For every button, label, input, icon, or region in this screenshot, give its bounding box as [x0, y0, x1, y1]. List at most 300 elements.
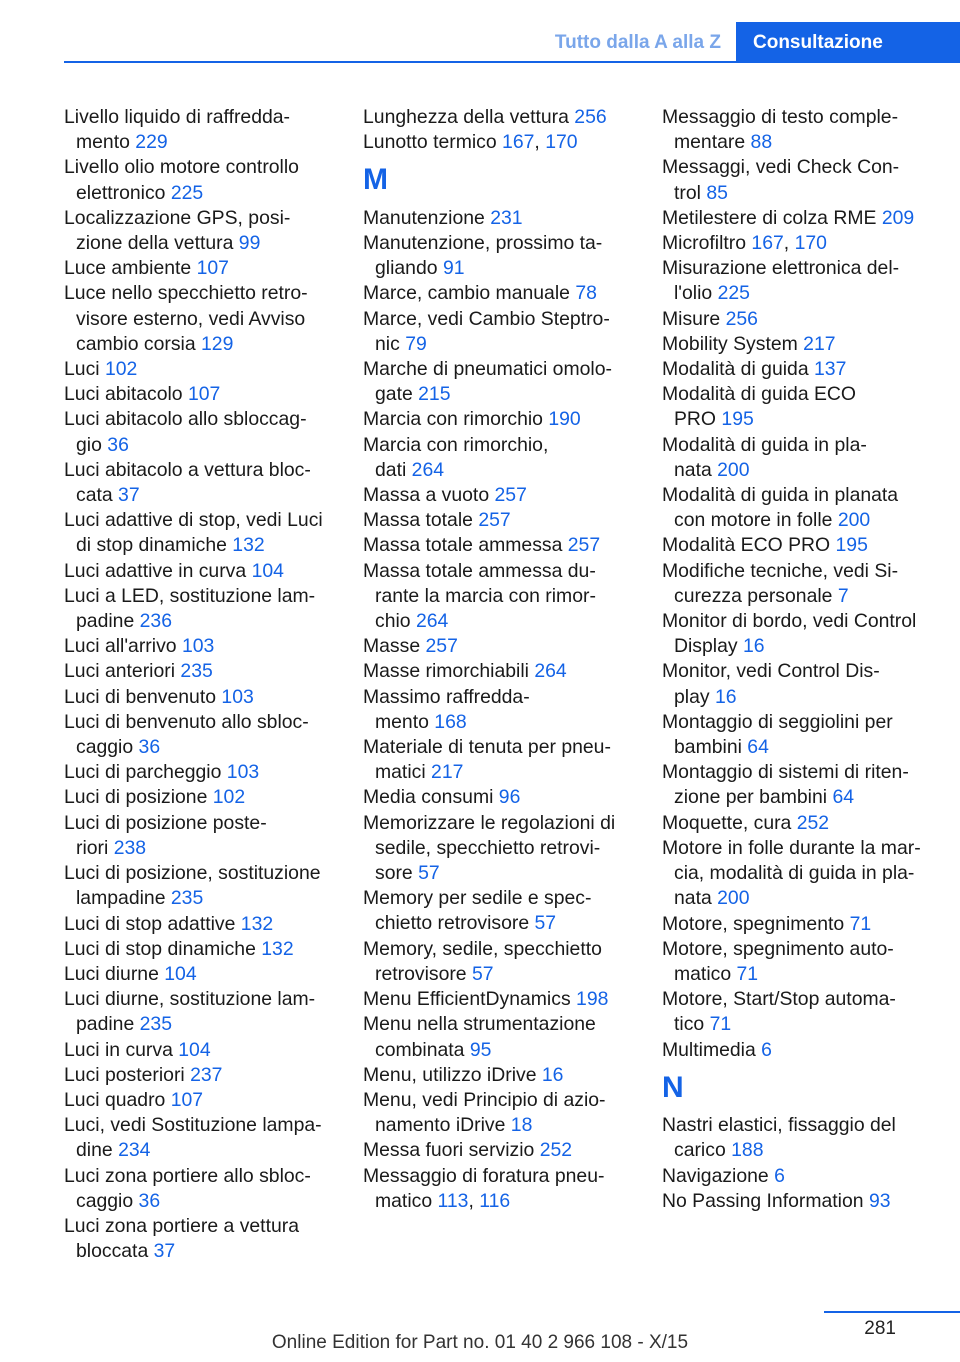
index-entry-term: sore [375, 862, 413, 885]
index-entry-term: cambio corsia [76, 332, 196, 355]
index-entry [363, 357, 635, 407]
index-page-link[interactable]: 198 [576, 988, 609, 1011]
index-page-link[interactable]: 93 [868, 1189, 891, 1212]
index-entry-term: gate [375, 383, 413, 406]
index-page-link[interactable]: 85 [706, 181, 728, 204]
index-column-1 [64, 105, 336, 1264]
index-entry [662, 1113, 938, 1163]
index-entry-term: Manutenzione, prossimo ta‐ [363, 232, 603, 254]
index-entry [662, 710, 938, 760]
index-page-link[interactable]: 103 [181, 635, 215, 658]
index-page-link[interactable]: 238 [113, 836, 147, 859]
index-page-link[interactable]: 252 [539, 1139, 573, 1162]
index-page-link[interactable]: 64 [832, 786, 855, 809]
index-letter-heading: M [363, 163, 388, 197]
index-entry-term: Moquette, cura [662, 811, 792, 834]
index-entry-term: Luci zona portiere allo sbloc‐ [64, 1164, 311, 1187]
index-entry-term: Massa a vuoto [363, 484, 490, 507]
index-entry-term: mento [76, 131, 130, 154]
index-entry [64, 105, 336, 155]
index-entry [64, 1164, 336, 1214]
index-entry-term: Monitor, vedi Control Dis‐ [662, 660, 880, 683]
index-page-link[interactable]: 64 [747, 736, 769, 759]
index-entry [64, 685, 336, 710]
index-entry-term: Massimo raffredda‐ [363, 685, 530, 708]
index-entry [363, 886, 635, 936]
edition-line: Online Edition for Part no. 01 40 2 966 108 - X/15 [271, 1332, 689, 1353]
index-entry-term: Massa totale ammessa [363, 534, 563, 557]
index-page-link[interactable]: 102 [104, 358, 138, 381]
index-entry-term: Modalità ECO PRO [662, 534, 831, 557]
index-entry [64, 458, 336, 508]
index-page-link[interactable]: 200 [717, 458, 750, 481]
index-entry-term: padine [76, 1013, 135, 1036]
index-entry-term: Luci [64, 358, 100, 381]
index-entry-term: matico [674, 962, 732, 985]
index-entry [64, 1063, 336, 1088]
index-entry-term: riori [76, 836, 109, 859]
index-entry [662, 937, 938, 987]
index-entry: Microfiltro 167, 170 [662, 232, 827, 255]
index-column-2 [363, 105, 635, 1214]
footer-rule [824, 1311, 960, 1313]
index-entry-term: Materiale di tenuta per pneu‐ [363, 736, 611, 759]
index-entry-term: Luce nello specchietto retro‐ [64, 282, 308, 305]
index-page-link[interactable]: 215 [418, 383, 451, 406]
index-entry [64, 357, 336, 382]
index-page-link[interactable]: 104 [251, 559, 284, 582]
index-entry-term: Luci adattive di stop, vedi Luci [64, 509, 323, 532]
index-entry [363, 987, 635, 1012]
index-entry [64, 811, 336, 861]
index-entry-term: Luci di stop adattive [64, 912, 236, 935]
index-page-link[interactable]: 225 [717, 282, 750, 305]
index-entry-term: zione per bambini [674, 786, 828, 809]
index-page-link[interactable]: 57 [418, 862, 440, 885]
index-page-link[interactable]: 252 [796, 811, 830, 834]
index-page-link[interactable]: 18 [510, 1114, 533, 1137]
index-page-link[interactable]: 195 [721, 408, 754, 431]
index-entry-term: Luci di posizione, sostituzione [64, 862, 321, 885]
index-page-link[interactable]: 190 [548, 408, 581, 431]
index-page-link[interactable]: 188 [731, 1139, 764, 1162]
index-entry-term: l'olio [674, 282, 713, 305]
index-entry-term: cata [76, 484, 113, 507]
index-entry-term: Nastri elastici, fissaggio del [662, 1114, 896, 1137]
index-entry-term: Lunotto termico [363, 131, 497, 154]
index-page-link[interactable]: 37 [118, 484, 140, 507]
index-entry [64, 256, 336, 281]
index-entry [662, 836, 938, 912]
index-entry-term: Modalità di guida in planata [662, 484, 899, 507]
index-entry [363, 508, 635, 533]
index-entry-term: retrovisore [375, 962, 467, 985]
index-entry-term: tico [674, 1013, 705, 1036]
index-entry-term: carico [674, 1139, 726, 1162]
index-page-link[interactable]: 137 [814, 358, 847, 381]
index-entry [363, 937, 635, 987]
index-entry-term: Manutenzione [363, 206, 485, 229]
index-entry [662, 105, 938, 155]
index-entry [64, 508, 336, 558]
index-entry-term: Menu nella strumentazione [363, 1013, 596, 1036]
index-page-link[interactable]: 257 [478, 509, 511, 532]
index-entry-term: zione della vettura [76, 232, 234, 255]
index-entry-term: nata [674, 458, 712, 481]
index-entry-term: Misure [662, 307, 721, 330]
index-page-link[interactable]: 107 [187, 383, 221, 406]
index-page-link[interactable]: 107 [170, 1088, 204, 1111]
index-entry-term: Montaggio di seggiolini per [662, 710, 893, 733]
index-entry-term: Luci, vedi Sostituzione lampa‐ [64, 1114, 322, 1137]
index-entry-term: Messa fuori servizio [363, 1139, 535, 1162]
index-page-link[interactable]: 170 [545, 131, 578, 154]
index-page-link[interactable]: 209 [881, 206, 915, 229]
index-entry-term: Messaggi, vedi Check Con‐ [662, 156, 900, 179]
index-entry [363, 735, 635, 785]
index-entry [363, 634, 635, 659]
index-entry-term: rante la marcia con rimor‐ [375, 584, 596, 607]
index-entry-term: Luci diurne [64, 962, 159, 985]
index-page-link[interactable]: 132 [261, 937, 294, 960]
index-entry [64, 861, 336, 911]
index-entry [64, 155, 336, 205]
index-entry-term: Microfiltro [662, 232, 747, 255]
index-entry-term: Luci abitacolo [64, 383, 183, 406]
index-entry [662, 155, 938, 205]
index-entry-term: gio [76, 433, 102, 456]
index-entry-term: Luci di stop dinamiche [64, 937, 256, 960]
index-entry-term: Monitor di bordo, vedi Control [662, 610, 917, 633]
index-page-link[interactable]: 36 [138, 736, 161, 759]
index-entry-term: Luci di posizione [64, 786, 208, 809]
index-entry [64, 407, 336, 457]
index-page-link[interactable]: 71 [709, 1013, 732, 1036]
index-entry [363, 659, 635, 684]
index-page-link[interactable]: 104 [164, 962, 197, 985]
index-page-link[interactable]: 91 [442, 257, 465, 280]
index-page-link[interactable]: 264 [411, 458, 445, 481]
index-entry-term: Luci di posizione poste‐ [64, 811, 267, 834]
index-entry-term: Localizzazione GPS, posi‐ [64, 206, 291, 229]
index-page-link[interactable]: 217 [431, 761, 464, 784]
index-page-link[interactable]: 237 [190, 1063, 223, 1086]
index-page-link[interactable]: 103 [221, 685, 254, 708]
index-entry [363, 1012, 635, 1062]
index-entry-term: Metilestere di colza RME [662, 206, 877, 229]
index-entry [64, 937, 336, 962]
index-entry [662, 533, 938, 558]
index-entry-term: matici [375, 761, 426, 784]
index-entry-term: Luce ambiente [64, 257, 192, 280]
index-entry [662, 659, 938, 709]
index-entry [363, 307, 635, 357]
index-entry-term: combinata [375, 1038, 465, 1061]
index-entry-term: con motore in folle [674, 509, 833, 532]
index-entry [64, 1038, 336, 1063]
index-entry-term: No Passing Information [662, 1189, 864, 1212]
index-page-link[interactable]: 235 [139, 1013, 172, 1036]
index-page-link[interactable]: 88 [750, 131, 773, 154]
index-entry-term: Luci quadro [64, 1088, 166, 1111]
index-entry-term: play [674, 685, 710, 708]
index-page-link[interactable]: 57 [472, 962, 494, 985]
index-page-link[interactable]: 103 [226, 761, 260, 784]
index-entry-term: Masse rimorchiabili [363, 660, 529, 683]
index-page-link[interactable]: 217 [803, 332, 836, 355]
index-entry [662, 256, 938, 306]
index-entry [363, 433, 635, 483]
index-entry-term: Luci a LED, sostituzione lam‐ [64, 584, 316, 607]
index-page-link[interactable]: 57 [534, 912, 557, 935]
index-entry-term: bambini [674, 736, 742, 759]
index-letter-heading: N [662, 1070, 684, 1104]
index-entry-term: sedile, specchietto retrovi‐ [375, 836, 601, 859]
index-entry-term: gliando [375, 257, 438, 280]
running-header-chapter-tab: Consultazione [736, 22, 960, 63]
index-page-link[interactable]: 229 [135, 131, 168, 154]
running-header-section: Tutto dalla A alla Z [554, 32, 721, 53]
index-page-link[interactable]: 36 [138, 1189, 161, 1212]
index-page-link[interactable]: 107 [196, 257, 229, 280]
index-entry-term: Luci abitacolo allo sbloccag‐ [64, 408, 307, 431]
index-entry-term: Marcia con rimorchio, [363, 433, 549, 456]
index-page-link[interactable]: 7 [837, 584, 849, 607]
index-entry-term: Menu, utilizzo iDrive [363, 1063, 537, 1086]
index-page-link[interactable]: 231 [490, 206, 523, 229]
index-page-link[interactable]: 6 [774, 1164, 785, 1187]
index-entry [64, 962, 336, 987]
index-page-link[interactable]: 235 [170, 887, 204, 910]
index-page-link[interactable]: 257 [425, 635, 458, 658]
index-page-link[interactable]: 132 [232, 534, 265, 557]
index-entry [363, 533, 635, 558]
index-page-link[interactable]: 225 [170, 181, 204, 204]
index-column-3 [662, 105, 938, 1214]
index-entry-term: Modalità di guida [662, 358, 809, 381]
index-entry-term: Motore in folle durante la mar‐ [662, 836, 921, 859]
index-entry-term: Montaggio di sistemi di riten‐ [662, 761, 909, 784]
index-page-link[interactable]: 200 [717, 887, 750, 910]
index-entry-term: Livello liquido di raffredda‐ [64, 106, 291, 128]
index-page-link[interactable]: 16 [541, 1063, 564, 1086]
index-entry [363, 1088, 635, 1138]
index-page-link[interactable]: 16 [714, 685, 737, 708]
index-page-link[interactable]: 96 [498, 786, 521, 809]
index-entry-term: Marche di pneumatici omolo‐ [363, 358, 612, 381]
index-page-link[interactable]: 71 [736, 962, 759, 985]
index-entry [662, 433, 938, 483]
index-page-link[interactable]: 102 [212, 786, 246, 809]
index-entry-term: Modalità di guida ECO [662, 383, 857, 406]
index-page-link[interactable]: 167 [751, 232, 784, 255]
index-entry [64, 559, 336, 584]
index-entry-term: namento iDrive [375, 1114, 506, 1137]
index-page-link[interactable]: 170 [794, 232, 827, 255]
index-entry [363, 1063, 635, 1088]
index-entry-term: Memory per sedile e spec‐ [363, 887, 592, 910]
index-entry-term: Navigazione [662, 1164, 769, 1187]
index-entry [363, 407, 635, 432]
index-entry-term: lampadine [76, 887, 166, 910]
index-entry-term: PRO [674, 408, 717, 431]
index-entry [662, 1038, 938, 1063]
index-entry [662, 912, 938, 937]
index-entry-term: dine [76, 1139, 113, 1162]
index-entry [662, 760, 938, 810]
index-page-link[interactable]: 236 [139, 610, 172, 633]
index-entry [64, 912, 336, 937]
index-entry-term: caggio [76, 736, 134, 759]
index-entry-term: Luci posteriori [64, 1063, 185, 1086]
index-entry [363, 785, 635, 810]
index-page-link[interactable]: 168 [434, 710, 467, 733]
index-page-link[interactable]: 257 [567, 534, 601, 557]
index-entry [64, 659, 336, 684]
index-page-link[interactable]: 264 [534, 660, 567, 683]
index-entry [363, 1138, 635, 1163]
index-entry-term: bloccata [76, 1240, 149, 1263]
index-page-link[interactable]: 167 [502, 131, 535, 154]
index-entry [64, 1088, 336, 1113]
index-entry-term: Luci abitacolo a vettura bloc‐ [64, 458, 311, 481]
index-entry-term: di stop dinamiche [76, 534, 227, 557]
index-entry [363, 811, 635, 887]
header-rule [64, 61, 960, 63]
index-entry [64, 206, 336, 256]
index-entry-term: nata [674, 887, 712, 910]
index-entry-term: Luci zona portiere a vettura [64, 1214, 299, 1237]
index-entry [662, 609, 938, 659]
index-entry-term: Luci in curva [64, 1038, 173, 1061]
index-entry-term: chio [375, 610, 411, 633]
index-entry-term: Memorizzare le regolazioni di [363, 811, 616, 834]
index-entry-term: Multimedia [662, 1038, 756, 1061]
index-page-link[interactable]: 37 [153, 1240, 176, 1263]
index-entry-term: Lunghezza della vettura [363, 106, 569, 128]
index-page-link[interactable]: 256 [725, 307, 758, 330]
index-entry [662, 206, 938, 231]
index-entry-term: mento [375, 710, 429, 733]
index-entry-term: Menu, vedi Principio di azio‐ [363, 1088, 606, 1111]
index-entry-term: visore esterno, vedi Avviso [76, 307, 306, 330]
index-entry-term: elettronico [76, 181, 166, 204]
index-entry-term: Motore, spegnimento auto‐ [662, 937, 894, 960]
index-entry [662, 332, 938, 357]
index-entry [662, 1164, 938, 1189]
index-entry [662, 382, 938, 432]
index-entry-term: Luci di benvenuto allo sbloc‐ [64, 710, 309, 733]
index-page-link[interactable]: 36 [107, 433, 129, 456]
index-page-link[interactable]: 132 [240, 912, 274, 935]
index-entry-term: Luci all'arrivo [64, 635, 177, 658]
index-page-link[interactable]: 113 [437, 1189, 469, 1212]
index-entry-term: Luci diurne, sostituzione lam‐ [64, 988, 316, 1011]
index-entry [363, 231, 635, 281]
index-page-link[interactable]: 99 [238, 232, 261, 255]
page-number: 281 [864, 1318, 896, 1339]
index-entry [662, 987, 938, 1037]
index-entry-term: Massa totale [363, 509, 473, 532]
index-page-link[interactable]: 78 [575, 282, 597, 305]
index-entry-term: Messaggio di testo comple‐ [662, 106, 899, 128]
index-page-link[interactable]: 235 [180, 660, 213, 683]
index-entry [64, 382, 336, 407]
index-entry-term: padine [76, 610, 135, 633]
index-entry-term: caggio [76, 1189, 134, 1212]
index-entry [64, 760, 336, 785]
index-page-link[interactable]: 116 [479, 1189, 511, 1212]
index-entry [363, 483, 635, 508]
index-page-link[interactable]: 257 [494, 484, 527, 507]
index-entry [662, 1189, 938, 1214]
index-entry-term: Motore, Start/Stop automa‐ [662, 988, 896, 1011]
index-page-link[interactable]: 129 [201, 332, 234, 355]
index-page-link[interactable]: 95 [469, 1038, 492, 1061]
index-page-link[interactable]: 16 [742, 635, 765, 658]
index-entry [64, 710, 336, 760]
index-entry [64, 1214, 336, 1264]
index-entry [363, 559, 635, 635]
index-page-link[interactable]: 79 [405, 332, 427, 355]
index-entry [662, 307, 938, 332]
index-entry-term: mentare [674, 131, 746, 154]
index-entry [64, 987, 336, 1037]
index-page-link[interactable]: 195 [835, 534, 868, 557]
index-page-link[interactable]: 104 [178, 1038, 211, 1061]
index-entry-term: curezza personale [674, 584, 833, 607]
index-entry [363, 105, 635, 130]
index-entry [64, 584, 336, 634]
index-entry-term: Messaggio di foratura pneu‐ [363, 1164, 605, 1187]
index-entry [64, 785, 336, 810]
index-entry-term: Media consumi [363, 786, 494, 809]
index-entry [64, 281, 336, 357]
index-entry-term: chietto retrovisore [375, 912, 530, 935]
index-page-link[interactable]: 200 [837, 509, 871, 532]
index-entry-term: Mobility System [662, 332, 798, 355]
index-page-link[interactable]: 6 [761, 1038, 772, 1061]
index-page-link[interactable]: 264 [415, 610, 449, 633]
index-entry-term: Marce, vedi Cambio Steptro‐ [363, 307, 610, 330]
index-entry-term: Misurazione elettronica del‐ [662, 257, 900, 280]
index-page-link[interactable]: 256 [574, 106, 607, 128]
index-entry: Messaggio di foratura pneu‐ matico 113, 116 [363, 1164, 605, 1212]
index-entry-term: cia, modalità di guida in pla‐ [674, 862, 915, 885]
index-page-link[interactable]: 71 [849, 912, 872, 935]
index-entry-term: Motore, spegnimento [662, 912, 845, 935]
index-entry-term: Luci adattive in curva [64, 559, 247, 582]
index-entry-term: Modifiche tecniche, vedi Si‐ [662, 559, 899, 582]
index-entry [662, 357, 938, 382]
index-entry: Lunotto termico 167, 170 [363, 131, 578, 154]
index-entry-term: Marce, cambio manuale [363, 282, 570, 305]
index-entry-term: Luci anteriori [64, 660, 176, 683]
index-entry-term: Display [674, 635, 738, 658]
index-entry-term: Livello olio motore controllo [64, 156, 299, 179]
index-entry [363, 206, 635, 231]
index-entry [64, 634, 336, 659]
index-entry [64, 1113, 336, 1163]
index-entry-term: Marcia con rimorchio [363, 408, 543, 431]
index-entry-term: Menu EfficientDynamics [363, 988, 571, 1011]
index-entry-term: trol [674, 181, 701, 204]
index-entry-term: dati [375, 458, 407, 481]
index-page-link[interactable]: 234 [118, 1139, 151, 1162]
index-entry [363, 281, 635, 306]
index-entry [662, 811, 938, 836]
index-entry-term: Luci di parcheggio [64, 761, 222, 784]
